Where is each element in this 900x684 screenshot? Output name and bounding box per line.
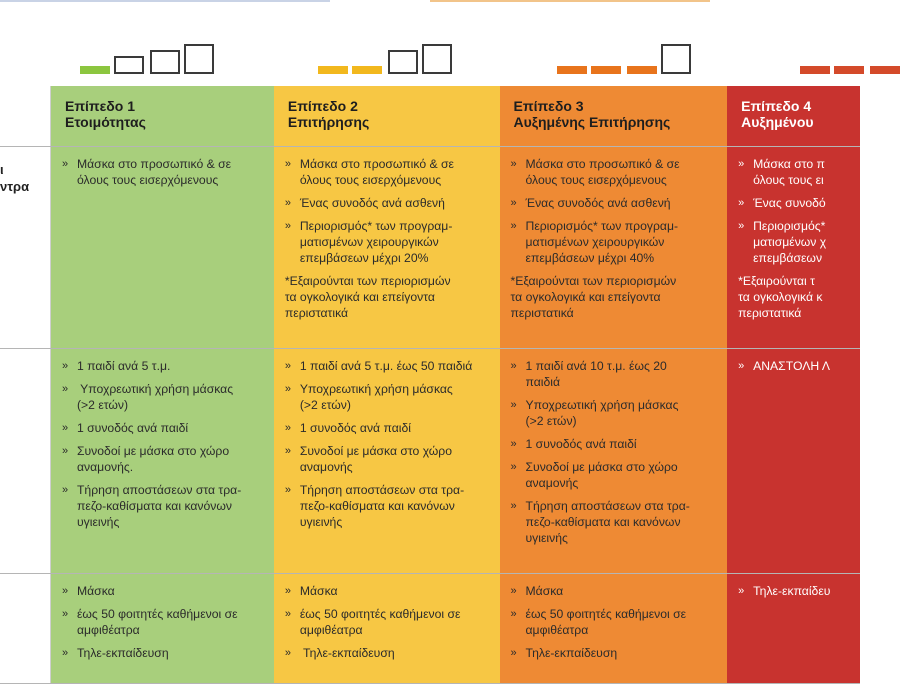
indicator-bar: [388, 50, 418, 74]
level-4-header: [727, 86, 860, 146]
indicator-bar: [661, 44, 691, 74]
measures-table: [0, 86, 860, 684]
measure-note: *Εξαιρούνται των περιορισμών τα ογκολογικά και επείγοντα περιστατικά: [284, 273, 451, 320]
row-label-cell: [0, 146, 50, 348]
measure-item: » Μάσκα: [511, 583, 720, 599]
level-2-indicator: [318, 40, 458, 74]
indicator-bar: [352, 66, 382, 74]
measure-item: » Συνοδοί με μάσκα στο χώρο αναμονής.: [62, 443, 266, 475]
measure-item: » Περιορισμός* ματισμένων χ επεμβάσεων: [738, 218, 852, 266]
measure-item: » Τηλε-εκπαίδευση: [511, 645, 720, 661]
measure-item: » Περιορισμός* των προγραμ- ματισμένων χειρουργικών επεμβάσεων μέχρι 20%: [285, 218, 492, 266]
indicator-bar: [800, 66, 830, 74]
measure-cell: [50, 146, 273, 348]
measure-item: » Υποχρεωτική χρήση μάσκας (>2 ετών): [285, 381, 492, 413]
measure-cell: [500, 146, 728, 348]
measure-item: » Ένας συνοδό: [738, 195, 852, 211]
level-subtitle: Ετοιμότητας: [64, 114, 146, 130]
measure-item: » 1 συνοδός ανά παιδί: [511, 436, 720, 452]
measure-item: » Υποχρεωτική χρήση μάσκας (>2 ετών): [62, 381, 266, 413]
level-3-header: [500, 86, 728, 146]
measure-item: » Μάσκα: [285, 583, 492, 599]
measure-item: » Μάσκα στο προσωπικό & σε όλους τους εισερχόμενους: [62, 156, 266, 188]
measure-item: » έως 50 φοιτητές καθήμενοι σε αμφιθέατρα: [62, 606, 266, 638]
level-4-indicator: [800, 40, 900, 74]
indicator-bar: [80, 66, 110, 74]
measure-item: » έως 50 φοιτητές καθήμενοι σε αμφιθέατρα: [285, 606, 492, 638]
indicator-bar: [870, 66, 900, 74]
measure-item: » 1 παιδί ανά 5 τ.μ. έως 50 παιδιά: [285, 358, 492, 374]
row-hospitals: [0, 146, 860, 348]
measure-item: » Τηλε-εκπαίδευση: [285, 645, 492, 661]
measure-item: » 1 συνοδός ανά παιδί: [62, 420, 266, 436]
level-1-header: [50, 86, 273, 146]
measure-item: » Ένας συνοδός ανά ασθενή: [511, 195, 720, 211]
measure-cell: [50, 573, 273, 683]
indicator-bar: [422, 44, 452, 74]
measure-item: » Μάσκα: [62, 583, 266, 599]
measure-item: » Τηλε-εκπαίδευ: [738, 583, 852, 599]
indicator-bar: [591, 66, 621, 74]
indicator-bar: [834, 66, 864, 74]
header-corner: [0, 86, 50, 146]
indicator-bar: [184, 44, 214, 74]
top-rule-right: [430, 0, 710, 2]
level-subtitle: Αυξημένης Επιτήρησης: [513, 114, 671, 130]
level-title: Επίπεδο 1: [64, 98, 136, 114]
measure-cell: [274, 348, 500, 573]
measure-item: » έως 50 φοιτητές καθήμενοι σε αμφιθέατρα: [511, 606, 720, 638]
measure-item: » Τήρηση αποστάσεων στα τρα- πεζο-καθίσματα και κανόνων υγιεινής: [285, 482, 492, 530]
measure-item: » 1 παιδί ανά 10 τ.μ. έως 20 παιδιά: [511, 358, 720, 390]
measure-note: *Εξαιρούνται τ τα ογκολογικά κ περιστατικά: [738, 273, 823, 320]
measure-item: » Περιορισμός* των προγραμ- ματισμένων χειρουργικών επεμβάσεων μέχρι 40%: [511, 218, 720, 266]
measure-item: » Συνοδοί με μάσκα στο χώρο αναμονής: [285, 443, 492, 475]
level-title: Επίπεδο 2: [287, 98, 358, 114]
row-label: ι ντρα: [0, 161, 30, 194]
indicator-bar: [150, 50, 180, 74]
indicator-bar: [114, 56, 144, 74]
level-3-indicator: [557, 40, 697, 74]
measure-item: » Τηλε-εκπαίδευση: [62, 645, 266, 661]
level-title: Επίπεδο 4: [741, 98, 812, 114]
level-1-indicator: [80, 40, 220, 74]
measure-item: » Υποχρεωτική χρήση μάσκας (>2 ετών): [511, 397, 720, 429]
measure-item: » Ένας συνοδός ανά ασθενή: [285, 195, 492, 211]
measure-item: » Συνοδοί με μάσκα στο χώρο αναμονής: [511, 459, 720, 491]
measure-cell: [50, 348, 273, 573]
row-label-cell: [0, 573, 50, 683]
measure-cell: [727, 573, 860, 683]
measure-cell: [500, 573, 728, 683]
row-label: [0, 349, 50, 363]
measure-note: *Εξαιρούνται των περιορισμών τα ογκολογικά και επείγοντα περιστατικά: [510, 273, 677, 320]
top-rule-left: [0, 0, 330, 2]
measure-cell: [274, 146, 500, 348]
row-children: [0, 348, 860, 573]
header-row: [0, 86, 860, 146]
row-universities: [0, 573, 860, 683]
indicator-bar: [318, 66, 348, 74]
row-label-cell: [0, 348, 50, 573]
level-title: Επίπεδο 3: [513, 98, 584, 114]
measure-item: » Τήρηση αποστάσεων στα τρα- πεζο-καθίσματα και κανόνων υγιεινής: [511, 498, 720, 546]
level-subtitle: Αυξημένου: [741, 114, 814, 130]
measure-cell: [727, 348, 860, 573]
indicator-bar: [627, 66, 657, 74]
level-2-header: [274, 86, 500, 146]
level-subtitle: Επιτήρησης: [287, 114, 370, 130]
measure-item: » ΑΝΑΣΤΟΛΗ Λ: [738, 358, 852, 374]
row-label: [0, 574, 50, 588]
measure-item: » Μάσκα στο π όλους τους ει: [738, 156, 852, 188]
measure-item: » 1 συνοδός ανά παιδί: [285, 420, 492, 436]
measure-cell: [500, 348, 728, 573]
measure-item: » Μάσκα στο προσωπικό & σε όλους τους εισερχόμενους: [285, 156, 492, 188]
measure-item: » 1 παιδί ανά 5 τ.μ.: [62, 358, 266, 374]
measure-item: » Τήρηση αποστάσεων στα τρα- πεζο-καθίσματα και κανόνων υγιεινής: [62, 482, 266, 530]
measure-cell: [727, 146, 860, 348]
measure-cell: [274, 573, 500, 683]
measure-item: » Μάσκα στο προσωπικό & σε όλους τους εισερχόμενους: [511, 156, 720, 188]
indicator-bar: [557, 66, 587, 74]
